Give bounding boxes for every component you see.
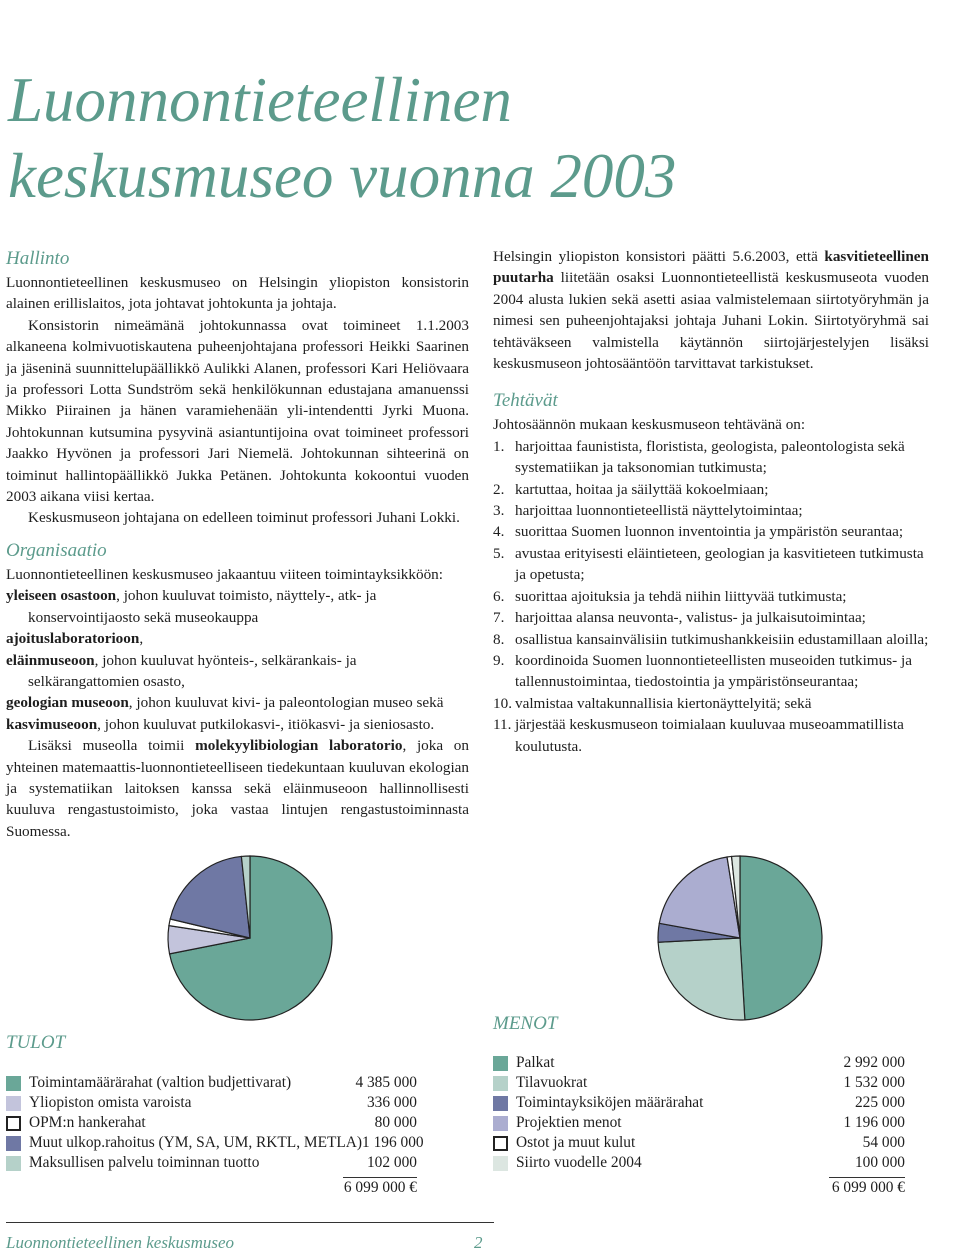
- menot-legend-label: Projektien menot: [516, 1114, 622, 1131]
- tulot-legend-swatch: [6, 1136, 21, 1151]
- menot-legend-row: [493, 1113, 905, 1133]
- menot-legend: [493, 1053, 905, 1198]
- task-item: [493, 521, 929, 542]
- lab-text-pre: Lisäksi museolla toimii: [28, 737, 196, 755]
- task-number: 8.: [493, 630, 505, 648]
- menot-legend-value: 100 000: [854, 1154, 905, 1171]
- tulot-total-row: [6, 1178, 417, 1198]
- tulot-legend-label: Toimintamäärärahat (valtion budjettivarat): [29, 1074, 292, 1091]
- tulot-legend-label: Yliopiston omista varoista: [29, 1094, 192, 1111]
- menot-legend-label: Toimintayksiköjen määrärahat: [516, 1094, 704, 1111]
- unit-item: [6, 692, 469, 713]
- menot-legend-row: [493, 1133, 905, 1153]
- tulot-legend-row: [6, 1153, 417, 1173]
- task-number: 5.: [493, 544, 505, 562]
- menot-legend-value: 1 196 000: [843, 1114, 905, 1131]
- task-item: [493, 586, 929, 607]
- task-text: kartuttaa, hoitaa ja säilyttää kokoelmiaan;: [515, 480, 769, 498]
- menot-legend-value: 1 532 000: [843, 1074, 905, 1091]
- garden-text-bold: kasvitieteellinen puutarha: [493, 248, 929, 287]
- garden-paragraph: [493, 246, 929, 374]
- task-text: suorittaa Suomen luonnon inventointia ja ympäristön seurantaa;: [515, 523, 904, 541]
- unit-description: , johon kuuluvat hyönteis-, selkärankais- ja selkärangattomien osasto,: [28, 651, 357, 690]
- unit-description: , johon kuuluvat putkilokasvi-, itiökasvi- ja sieniosasto.: [97, 715, 435, 733]
- unit-list: [6, 585, 469, 735]
- menot-total: 6 099 000 €: [831, 1179, 905, 1196]
- tulot-pie-chart: [150, 838, 350, 1038]
- task-number: 9.: [493, 651, 505, 669]
- tulot-total: 6 099 000 €: [343, 1179, 417, 1196]
- menot-legend-title: MENOT: [493, 1013, 558, 1034]
- tulot-legend-value: 102 000: [366, 1154, 417, 1171]
- unit-item: [6, 650, 469, 693]
- unit-item: [6, 585, 469, 628]
- task-number: 4.: [493, 523, 505, 541]
- menot-pie-slice: [740, 856, 822, 1020]
- task-text: osallistua kansainvälisiin tutkimushankkeisiin edustamillaan aloilla;: [515, 630, 929, 648]
- unit-name: geologian museoon: [6, 694, 129, 712]
- page-title-line1: Luonnontieteellinen: [8, 65, 512, 135]
- task-item: [493, 714, 929, 757]
- menot-legend-label: Ostot ja muut kulut: [516, 1134, 636, 1151]
- task-item: [493, 650, 929, 693]
- tulot-legend-swatch: [6, 1116, 21, 1131]
- tulot-legend-value: 1 196 000: [362, 1134, 424, 1151]
- menot-legend-row: [493, 1153, 905, 1173]
- tehtavat-heading: Tehtävät: [493, 390, 558, 412]
- organisaatio-heading: Organisaatio: [6, 539, 107, 561]
- task-number: 7.: [493, 609, 505, 627]
- tulot-legend-value: 80 000: [374, 1114, 417, 1131]
- menot-legend-swatch: [493, 1056, 508, 1071]
- organisaatio-intro: Luonnontieteellinen keskusmuseo jakaantuu viiteen toimintayksikköön:: [6, 565, 443, 583]
- laboratory-paragraph: [6, 735, 469, 842]
- tulot-legend-row: [6, 1133, 424, 1153]
- menot-legend-row: [493, 1073, 905, 1093]
- tulot-legend-swatch: [6, 1096, 21, 1111]
- unit-name: yleiseen osastoon: [6, 587, 117, 605]
- tulot-legend-label: Muut ulkop.rahoitus (YM, SA, UM, RKTL, METLA): [29, 1134, 363, 1151]
- menot-legend-value: 2 992 000: [843, 1054, 905, 1071]
- lab-text-bold: molekyylibiologian laboratorio: [195, 737, 403, 755]
- garden-text-pre: Helsingin yliopiston konsistori päätti 5.6.2003, että: [493, 248, 825, 265]
- menot-legend-label: Tilavuokrat: [516, 1074, 588, 1091]
- task-text: harjoittaa luonnontieteellistä näyttelytoimintaa;: [515, 502, 803, 520]
- task-number: 6.: [493, 587, 505, 605]
- footer-title: Luonnontieteellinen keskusmuseo: [6, 1233, 235, 1252]
- menot-legend-swatch: [493, 1156, 508, 1171]
- task-number: 1.: [493, 437, 505, 455]
- task-text: harjoittaa faunistista, floristista, geologista, paleontologista sekä systematiikan ja taksonomian tutkimusta;: [515, 437, 905, 477]
- menot-legend-row: [493, 1053, 905, 1073]
- tulot-legend-swatch: [6, 1076, 21, 1091]
- tulot-legend-swatch: [6, 1156, 21, 1171]
- garden-text-post: liitetään osaksi Luonnontieteellistä keskusmuseota vuoden 2004 alusta lukien sekä asetti asiaa valmistelemaan siirtotyöryhmän ja nimesi sen puheenjohtajaksi johtaja Juhani Lokin. Siirtotyöryhmä sai tehtäväkseen valmistella käytännön siirtojärjestelyjen lisäksi keskusmuseon johtosääntöön tarvittavat tarkistukset.: [493, 269, 929, 373]
- menot-pie-slice: [659, 857, 740, 938]
- tulot-legend-value: 336 000: [366, 1094, 417, 1111]
- unit-item: [6, 714, 469, 735]
- unit-description: , johon kuuluvat kivi- ja paleontologian museo sekä: [128, 694, 444, 712]
- unit-description: , johon kuuluvat toimisto, näyttely-, atk- ja konservointijaosto sekä museokauppa: [28, 587, 377, 626]
- tulot-legend-row: [6, 1093, 417, 1113]
- menot-legend-label: Palkat: [516, 1054, 555, 1071]
- menot-total-row: [493, 1178, 905, 1198]
- left-column: [6, 246, 469, 842]
- task-item: [493, 629, 929, 650]
- tulot-legend-label: OPM:n hankerahat: [29, 1114, 146, 1131]
- hallinto-paragraph-1: Luonnontieteellinen keskusmuseo on Helsingin yliopiston konsistorin alainen erillislaitos, jota johtavat johtokunta ja johtaja.: [6, 274, 469, 313]
- task-item: [493, 479, 929, 500]
- tulot-legend: [6, 1073, 424, 1198]
- task-number: 10.: [493, 694, 512, 712]
- page-title-line2: keskusmuseo vuonna 2003: [8, 141, 677, 211]
- menot-legend-value: 54 000: [862, 1134, 905, 1151]
- tulot-legend-row: [6, 1113, 417, 1133]
- menot-legend-row: [493, 1093, 905, 1113]
- tulot-legend-title: TULOT: [6, 1032, 66, 1053]
- task-item: [493, 500, 929, 521]
- task-item: [493, 693, 929, 714]
- page-number: 2: [474, 1233, 483, 1252]
- tehtavat-intro: Johtosäännön mukaan keskusmuseon tehtävänä on:: [493, 416, 806, 434]
- hallinto-paragraph-2: Konsistorin nimeämänä johtokunnassa ovat toimineet 1.1.2003 alkaneena kolmivuotiskautena puheenjohtajana professori Heikki Saarinen ja jäseninä suunnittelupäällikkö Aulikki Alanen, professori Kari Heliövaara ja professori Lotta Sundström sekä henkilökunnan edustajana amanuenssi Mikko Piirainen ja hänen varamiehenään yli-intendentti Jyrki Muona. Johtokunnan kutsumina pysyvinä asiantuntijoina ovat toimineet professori Jaakko Hyvönen ja professori Jari Niemelä. Johtokunnan sihteerinä on toiminut hallintopäällikkö Jukka Petänen. Johtokunta kokoontui vuoden 2003 aikana viisi kertaa.: [6, 316, 469, 506]
- hallinto-heading: Hallinto: [6, 248, 70, 269]
- task-text: harjoittaa alansa neuvonta-, valistus- ja julkaisutoimintaa;: [515, 609, 866, 627]
- menot-legend-value: 225 000: [854, 1094, 905, 1111]
- menot-legend-swatch: [493, 1096, 508, 1111]
- menot-pie-slice: [658, 938, 745, 1020]
- menot-legend-swatch: [493, 1136, 508, 1151]
- unit-name: ajoituslaboratorioon: [6, 630, 140, 648]
- page-title: [8, 62, 908, 214]
- lab-text-post: , joka on yhteinen matemaattis-luonnontieteelliseen tiedekuntaan kuuluvan ekologian ja systematiikan laitoksen kanssa sekä eläinmuseoon hallinnollisesti kuuluva rengastustoimisto, joka vastaa lintujen rengastustoiminnasta Suomessa.: [6, 737, 469, 840]
- tulot-legend-row: [6, 1073, 417, 1093]
- unit-description: ,: [139, 630, 144, 648]
- task-text: valmistaa valtakunnallisia kiertonäyttelyitä; sekä: [515, 694, 812, 712]
- task-item: [493, 543, 929, 586]
- menot-legend-swatch: [493, 1116, 508, 1131]
- task-text: avustaa erityisesti eläintieteen, geologian ja kasvitieteen tutkimusta ja opetusta;: [515, 544, 924, 584]
- task-number: 2.: [493, 480, 505, 498]
- task-number: 11.: [493, 716, 512, 734]
- footer-rule: [6, 1222, 494, 1223]
- task-text: suorittaa ajoituksia ja tehdä niihin liittyvää tutkimusta;: [515, 587, 847, 605]
- task-item: [493, 607, 929, 628]
- tulot-legend-label: Maksullisen palvelu toiminnan tuotto: [29, 1154, 260, 1171]
- menot-pie-chart: [640, 838, 840, 1038]
- unit-name: kasvimuseoon: [6, 715, 98, 733]
- menot-legend-label: Siirto vuodelle 2004: [516, 1154, 642, 1171]
- unit-item: [6, 628, 469, 649]
- task-list: [493, 436, 929, 757]
- tulot-legend-value: 4 385 000: [355, 1074, 417, 1091]
- task-text: järjestää keskusmuseon toimialaan kuuluvaa museoammatillista koulutusta.: [515, 716, 904, 755]
- hallinto-paragraph-3: Keskusmuseon johtajana on edelleen toiminut professori Juhani Lokki.: [28, 509, 460, 527]
- menot-legend-swatch: [493, 1076, 508, 1091]
- task-number: 3.: [493, 502, 505, 520]
- right-column: [493, 246, 929, 757]
- task-item: [493, 436, 929, 479]
- unit-name: eläinmuseoon: [6, 651, 95, 669]
- task-text: koordinoida Suomen luonnontieteellisten museoiden tutkimus- ja tallennustoimintaa, tiedostointia ja ympäristönseurantaa;: [515, 651, 912, 691]
